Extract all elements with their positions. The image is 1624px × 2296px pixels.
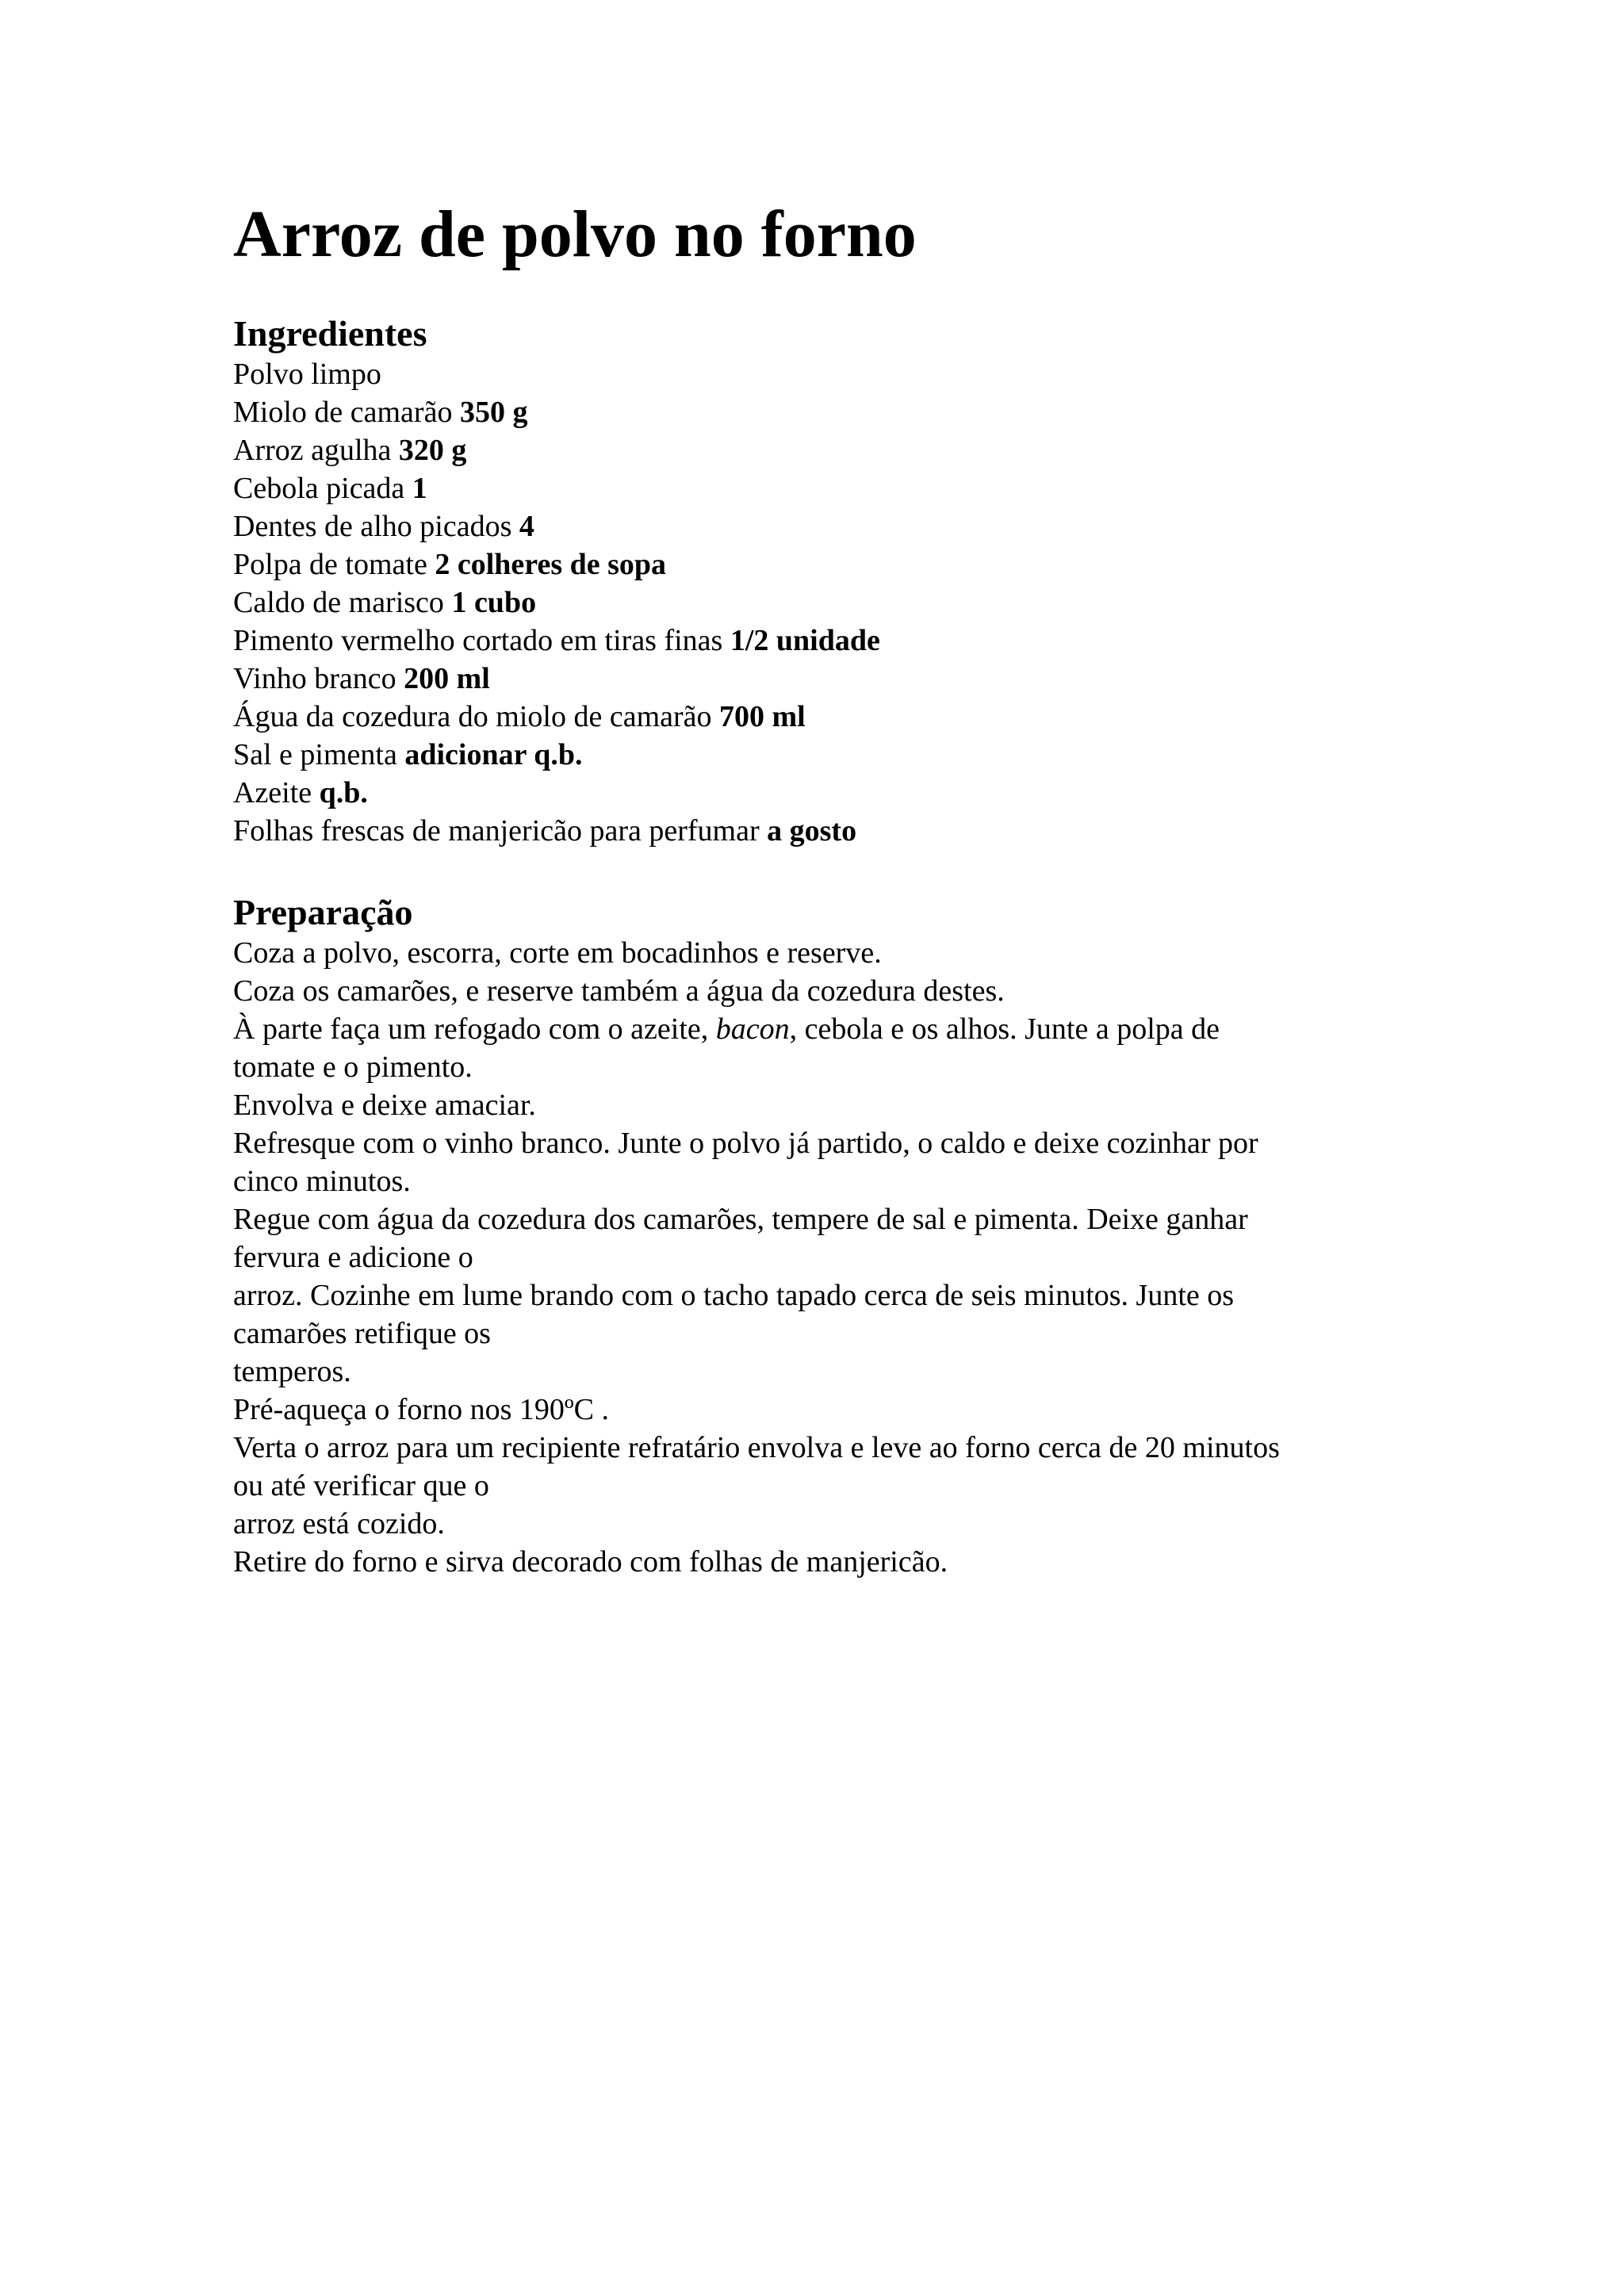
ingredient-line xyxy=(233,736,1423,774)
ingredients-heading: Ingredientes xyxy=(233,313,427,354)
ingredient-name: Polpa de tomate xyxy=(233,548,435,581)
preparation-line: cinco minutos. xyxy=(233,1165,411,1198)
preparation-steps xyxy=(233,934,1423,1581)
preparation-line: Coza a polvo, escorra, corte em bocadinhos e reserve. xyxy=(233,936,882,970)
ingredient-qty: adicionar q.b. xyxy=(404,738,583,771)
preparation-line: tomate e o pimento. xyxy=(233,1050,473,1084)
ingredient-line xyxy=(233,660,1423,698)
ingredient-qty: 1 xyxy=(412,472,427,505)
ingredient-qty: 350 g xyxy=(459,396,528,429)
ingredient-line xyxy=(233,774,1423,812)
recipe-content xyxy=(233,187,1423,1581)
ingredient-line xyxy=(233,507,1423,545)
ingredient-name: Azeite xyxy=(233,776,320,809)
preparation-heading: Preparação xyxy=(233,892,413,932)
ingredient-line xyxy=(233,393,1423,431)
ingredient-line xyxy=(233,584,1423,622)
ingredient-line xyxy=(233,812,1423,850)
ingredient-name: Caldo de marisco xyxy=(233,586,452,619)
preparation-text: , cebola e os alhos. Junte a polpa de xyxy=(789,1012,1220,1046)
ingredient-qty: 4 xyxy=(519,510,534,543)
ingredient-name: Dentes de alho picados xyxy=(233,510,519,543)
preparation-line: Refresque com o vinho branco. Junte o polvo já partido, o caldo e deixe cozinhar por xyxy=(233,1127,1258,1160)
ingredient-qty: 200 ml xyxy=(404,662,490,695)
ingredient-qty: 1/2 unidade xyxy=(730,624,880,657)
ingredient-qty: 1 cubo xyxy=(451,586,537,619)
preparation-line: Envolva e deixe amaciar. xyxy=(233,1089,536,1122)
ingredient-name: Arroz agulha xyxy=(233,434,399,467)
preparation-line: arroz. Cozinhe em lume brando com o tacho tapado cerca de seis minutos. Junte os xyxy=(233,1279,1235,1312)
preparation-text: À parte faça um refogado com o azeite, xyxy=(233,1012,716,1046)
preparation-line: arroz está cozido. xyxy=(233,1507,445,1540)
ingredient-line xyxy=(233,622,1423,660)
ingredient-line xyxy=(233,355,1423,393)
ingredient-name: Folhas frescas de manjericão para perfumar xyxy=(233,814,768,848)
ingredient-name: Sal e pimenta xyxy=(233,738,405,771)
ingredient-line xyxy=(233,469,1423,507)
ingredient-qty: 2 colheres de sopa xyxy=(435,548,667,581)
ingredient-name: Miolo de camarão xyxy=(233,396,460,429)
recipe-title: Arroz de polvo no forno xyxy=(233,197,917,271)
preparation-line: Retire do forno e sirva decorado com folhas de manjericão. xyxy=(233,1545,948,1578)
ingredient-name: Polvo limpo xyxy=(233,358,381,391)
preparation-line xyxy=(233,1010,1423,1048)
preparation-line: Regue com água da cozedura dos camarões, tempere de sal e pimenta. Deixe ganhar xyxy=(233,1203,1248,1236)
ingredient-name: Vinho branco xyxy=(233,662,404,695)
preparation-line: Pré-aqueça o forno nos 190ºC . xyxy=(233,1393,609,1426)
preparation-line: fervura e adicione o xyxy=(233,1241,473,1274)
ingredients-list xyxy=(233,355,1423,850)
preparation-italic-text: bacon xyxy=(715,1012,790,1046)
ingredient-name: Água da cozedura do miolo de camarão xyxy=(233,700,720,733)
ingredient-qty: a gosto xyxy=(767,814,857,848)
ingredient-name: Cebola picada xyxy=(233,472,412,505)
preparation-line: ou até verificar que o xyxy=(233,1469,489,1502)
ingredient-name: Pimento vermelho cortado em tiras finas xyxy=(233,624,730,657)
ingredient-line xyxy=(233,431,1423,469)
ingredient-line xyxy=(233,698,1423,736)
preparation-line: temperos. xyxy=(233,1355,351,1388)
preparation-line: camarões retifique os xyxy=(233,1317,491,1350)
ingredient-qty: 700 ml xyxy=(719,700,806,733)
ingredient-qty: q.b. xyxy=(319,776,368,809)
preparation-line: Verta o arroz para um recipiente refratário envolva e leve ao forno cerca de 20 minutos xyxy=(233,1431,1280,1464)
preparation-line: Coza os camarões, e reserve também a água da cozedura destes. xyxy=(233,974,1005,1008)
ingredient-qty: 320 g xyxy=(398,434,467,467)
ingredient-line xyxy=(233,545,1423,584)
